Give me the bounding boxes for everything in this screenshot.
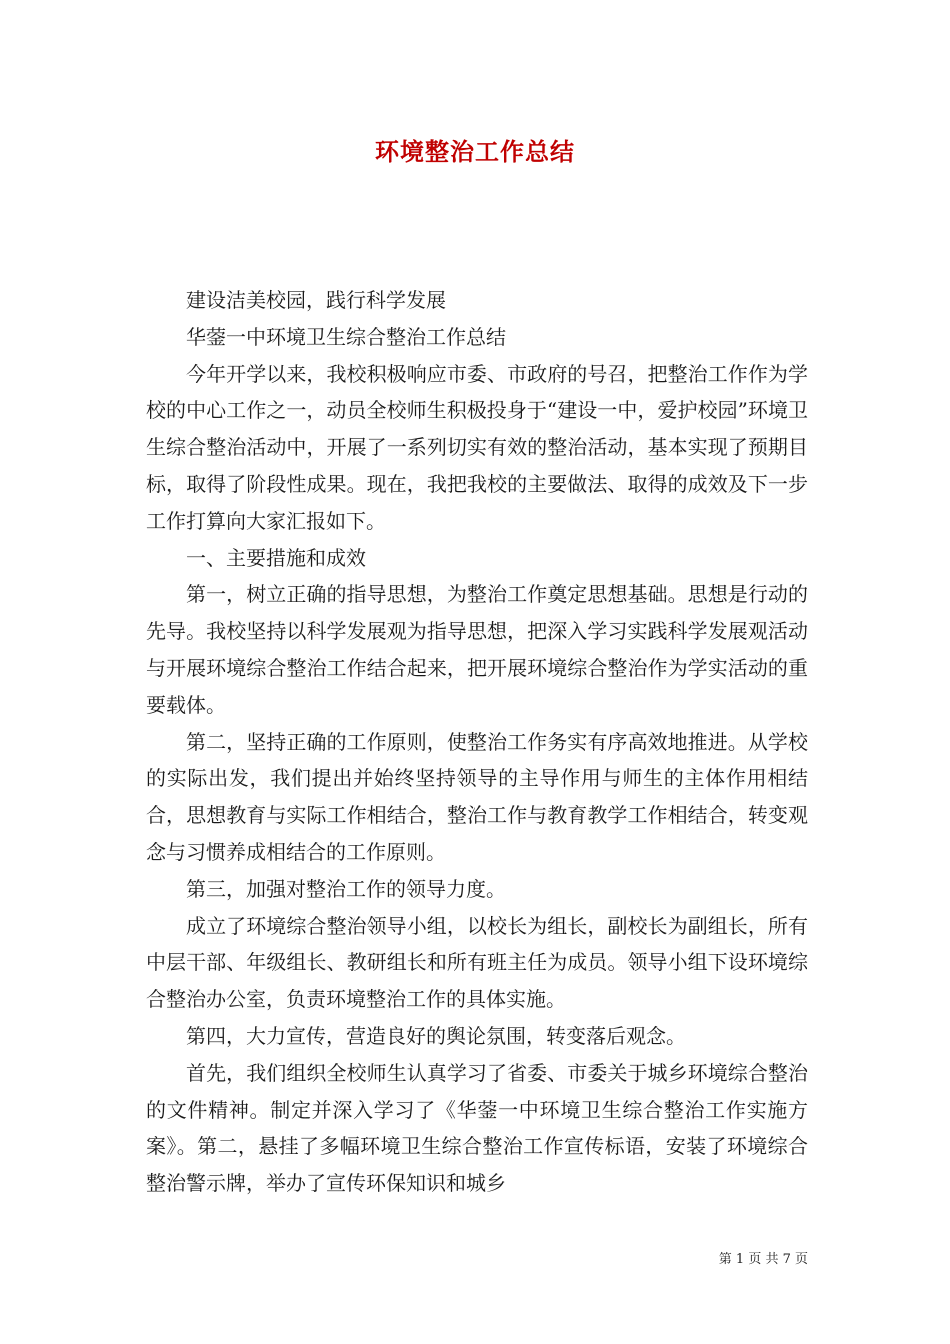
document-title: 环境整治工作总结 [375, 137, 575, 166]
paragraph: 第三，加强对整治工作的领导力度。 [186, 876, 506, 901]
paragraph: 第二，坚持正确的工作原则，使整治工作务实有序高效地推进。从学校的实际出发，我们提出并始终坚持领导的主导作用与师生的主体作用相结合，思想教育与实际工作相结合，整治工作与教育教学工作相结合，转变观念与习惯养成相结合的工作原则。 [146, 729, 808, 864]
paragraph: 成立了环境综合整治领导小组，以校长为组长，副校长为副组长，所有中层干部、年级组长、教研组长和所有班主任为成员。领导小组下设环境综合整治办公室，负责环境整治工作的具体实施。 [146, 913, 808, 1012]
paragraph: 今年开学以来，我校积极响应市委、市政府的号召，把整治工作作为学校的中心工作之一，动员全校师生积极投身于“建设一中，爱护校园”环境卫生综合整治活动中，开展了一系列切实有效的整治活动，基本实现了预期目标，取得了阶段性成果。现在，我把我校的主要做法、取得的成效及下一步工作打算向大家汇报如下。 [146, 361, 808, 533]
paragraph: 建设洁美校园，践行科学发展 [186, 288, 446, 312]
paragraph: 第四，大力宣传，营造良好的舆论氛围，转变落后观念。 [186, 1023, 686, 1048]
document-body [146, 282, 808, 1202]
paragraph: 首先，我们组织全校师生认真学习了省委、市委关于城乡环境综合整治的文件精神。制定并深入学习了《华蓥一中环境卫生综合整治工作实施方案》。第二，悬挂了多幅环境卫生综合整治工作宣传标语，安装了环境综合整治警示牌，举办了宣传环保知识和城乡 [146, 1060, 808, 1196]
section-heading: 一、主要措施和成效 [186, 545, 366, 570]
paragraph: 第一，树立正确的指导思想，为整治工作奠定思想基础。思想是行动的先导。我校坚持以科学发展观为指导思想，把深入学习实践科学发展观活动与开展环境综合整治工作结合起来，把开展环境综合整治作为学实活动的重要载体。 [146, 582, 808, 717]
page-number-footer: 第 1 页 共 7 页 [718, 1252, 808, 1267]
paragraph: 华蓥一中环境卫生综合整治工作总结 [186, 324, 506, 349]
